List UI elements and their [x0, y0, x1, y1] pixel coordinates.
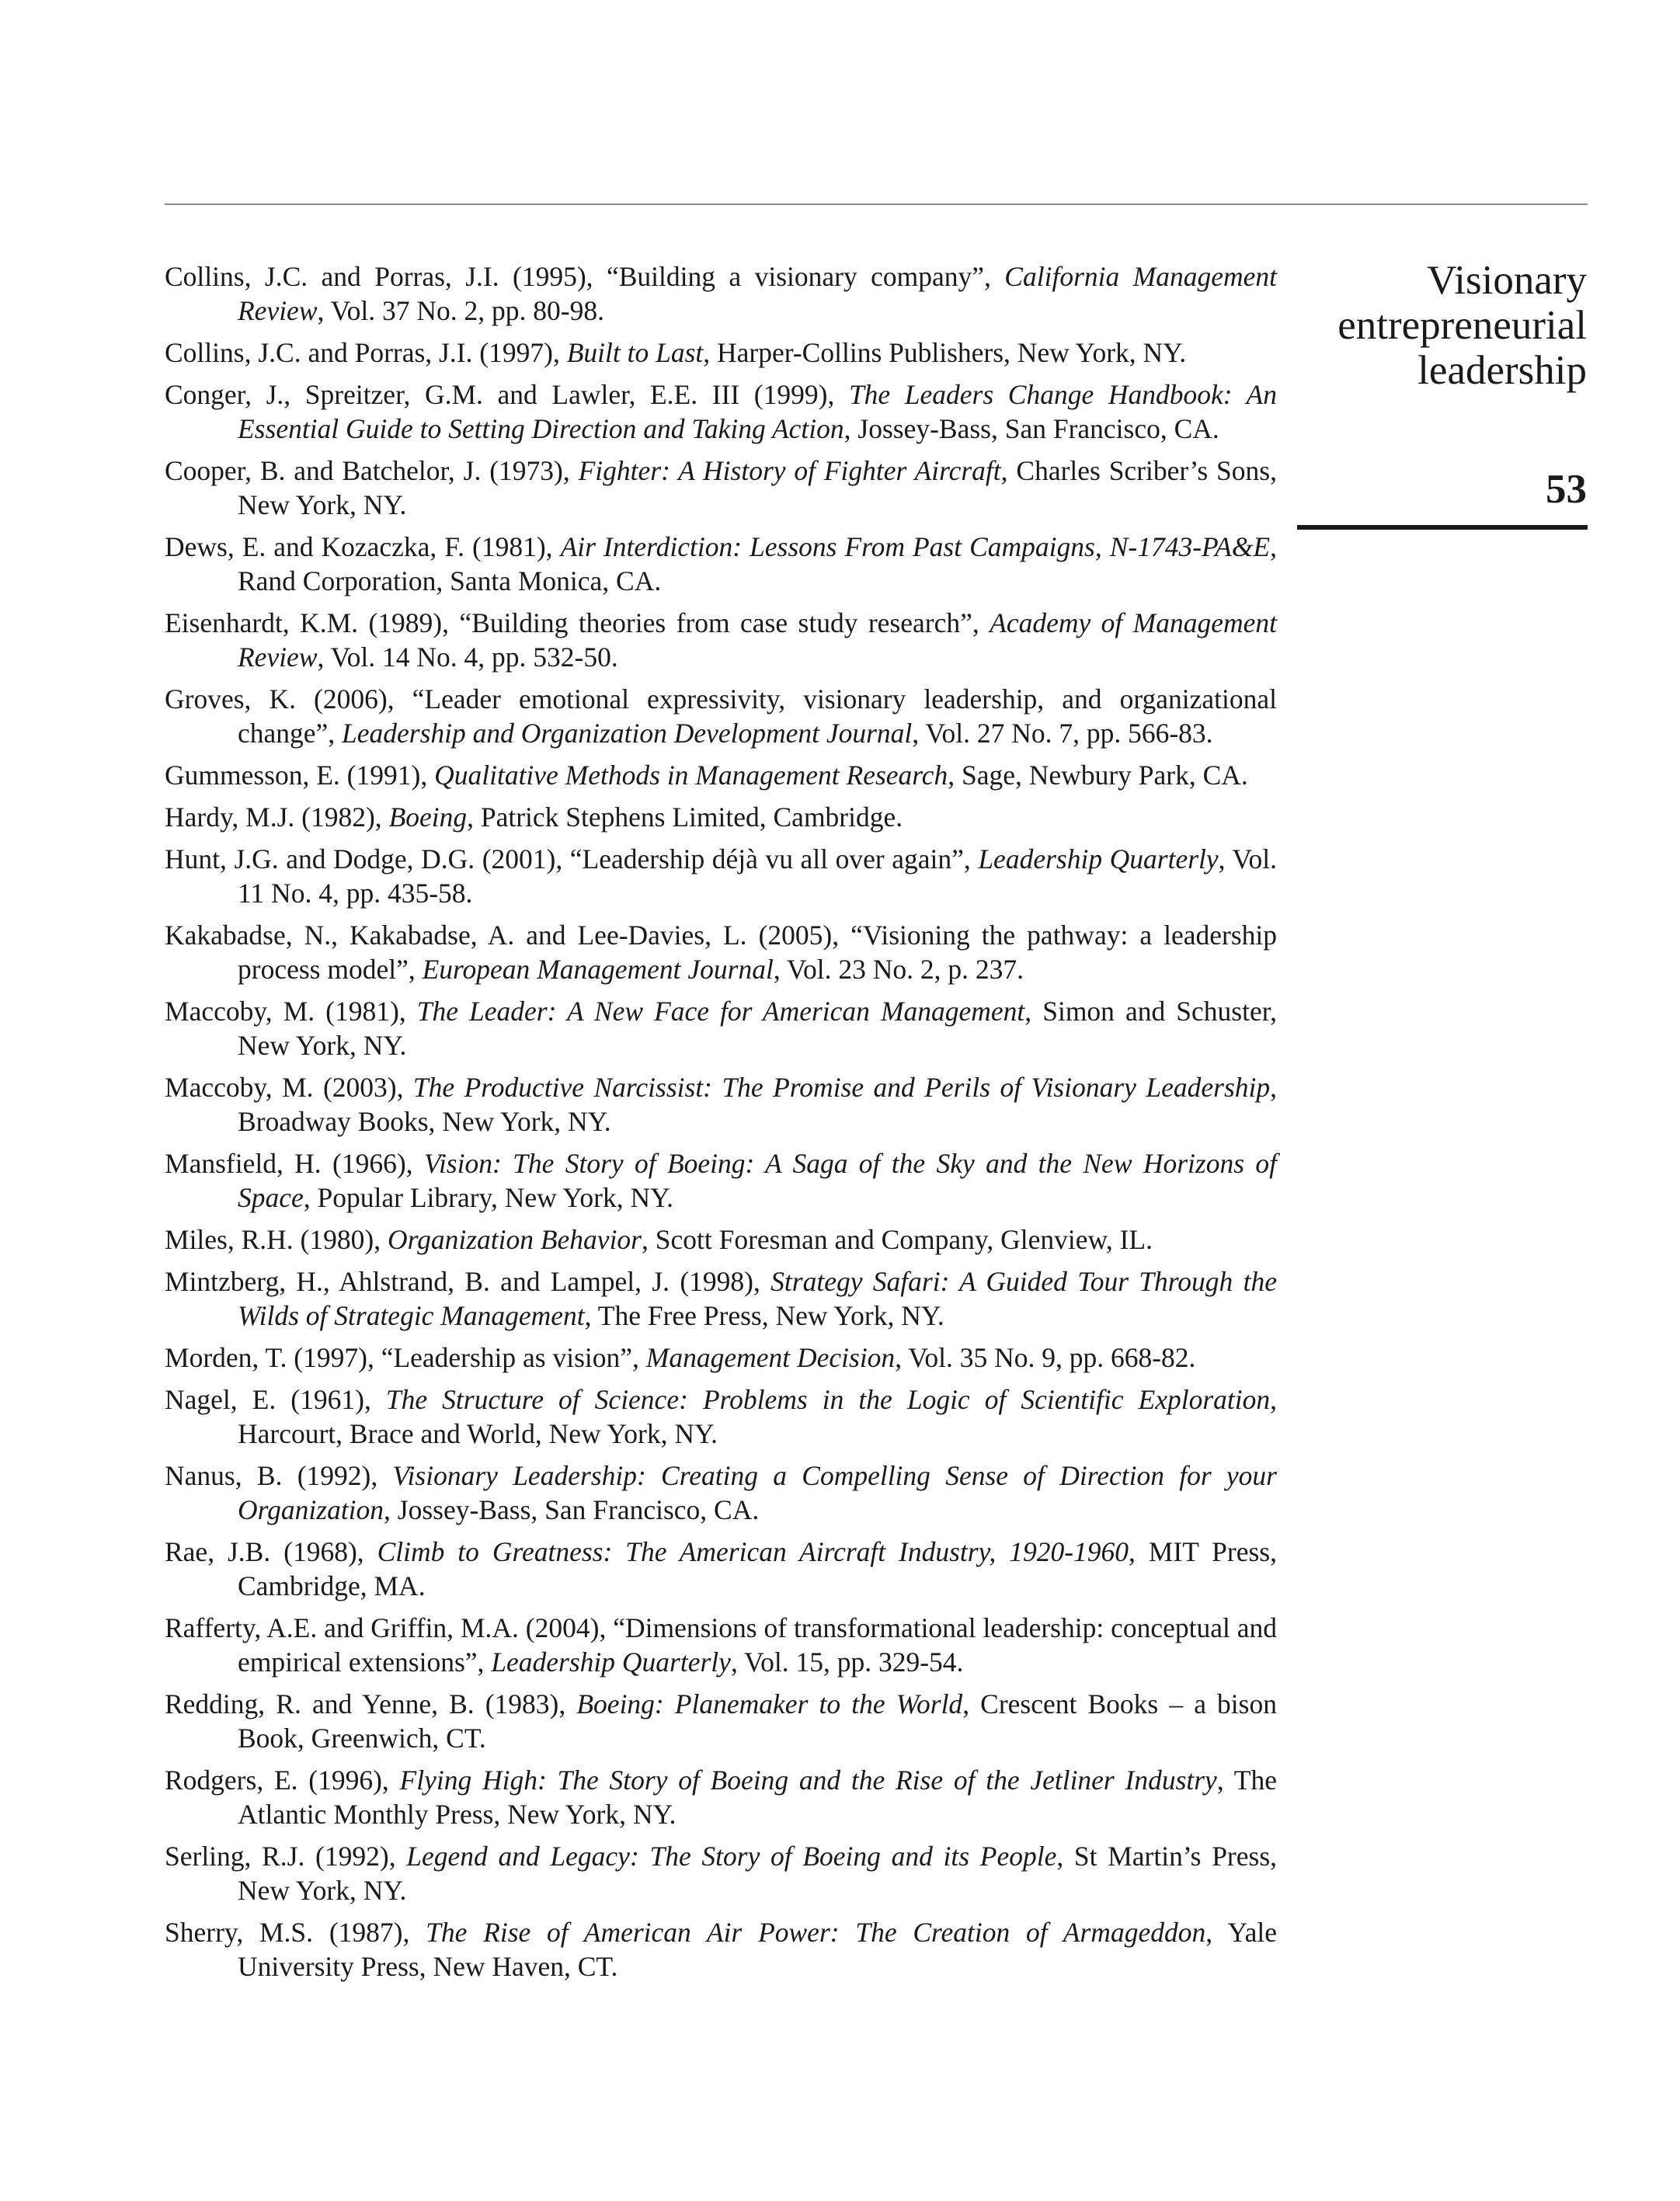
- reference-title: Boeing: Planemaker to the World: [576, 1688, 963, 1719]
- reference-entry: [165, 842, 1277, 910]
- reference-authors-year: Serling, R.J. (1992),: [165, 1841, 407, 1872]
- reference-title: Leadership Quarterly: [978, 843, 1219, 874]
- reference-authors-year: Hunt, J.G. and Dodge, D.G. (2001), “Leadership déjà vu all over again”,: [165, 843, 979, 874]
- reference-authors-year: Groves, K. (2006), “Leader emotional expressivity, visionary leadership, and organizational change”,: [165, 683, 1277, 749]
- reference-title: Organization Behavior: [387, 1224, 642, 1255]
- reference-publication-details: , Rand Corporation, Santa Monica, CA.: [238, 531, 1277, 596]
- page-number-rule: [1297, 525, 1588, 530]
- reference-entry: [165, 530, 1277, 598]
- reference-publication-details: , Simon and Schuster, New York, NY.: [238, 996, 1277, 1061]
- reference-title: European Management Journal: [422, 954, 774, 985]
- page-number: 53: [1546, 467, 1587, 512]
- reference-publication-details: , Vol. 37 No. 2, pp. 80-98.: [317, 295, 604, 326]
- reference-title: Academy of Management Review: [238, 607, 1277, 673]
- reference-list: [165, 259, 1277, 1991]
- reference-entry: [165, 1535, 1277, 1603]
- reference-authors-year: Morden, T. (1997), “Leadership as vision”,: [165, 1342, 646, 1373]
- reference-publication-details: , Vol. 15, pp. 329-54.: [730, 1646, 964, 1678]
- reference-publication-details: , Vol. 27 No. 7, pp. 566-83.: [912, 718, 1213, 749]
- reference-publication-details: , Harcourt, Brace and World, New York, NY.: [238, 1384, 1278, 1449]
- reference-entry: [165, 336, 1277, 370]
- reference-entry: [165, 1839, 1277, 1907]
- reference-authors-year: Rae, J.B. (1968),: [165, 1536, 377, 1567]
- reference-entry: [165, 606, 1277, 674]
- reference-publication-details: , Vol. 14 No. 4, pp. 532-50.: [317, 642, 618, 673]
- running-head-line-2: entrepreneurial: [1337, 303, 1587, 348]
- reference-publication-details: , Scott Foresman and Company, Glenview, IL.: [642, 1224, 1153, 1255]
- reference-title: Fighter: A History of Fighter Aircraft: [578, 455, 1001, 486]
- reference-entry: [165, 377, 1277, 446]
- reference-title: Boeing: [388, 801, 468, 833]
- reference-title: California Management Review: [238, 261, 1277, 326]
- reference-entry: [165, 800, 1277, 834]
- reference-entry: [165, 1264, 1277, 1333]
- reference-publication-details: , Harper-Collins Publishers, New York, NY.: [703, 337, 1187, 368]
- reference-authors-year: Gummesson, E. (1991),: [165, 760, 435, 791]
- reference-authors-year: Cooper, B. and Batchelor, J. (1973),: [165, 455, 579, 486]
- reference-title: The Leader: A New Face for American Management: [416, 996, 1025, 1027]
- reference-title: Legend and Legacy: The Story of Boeing and its People: [406, 1841, 1057, 1872]
- reference-authors-year: Miles, R.H. (1980),: [165, 1224, 388, 1255]
- reference-publication-details: , The Free Press, New York, NY.: [584, 1300, 944, 1331]
- reference-entry: [165, 918, 1277, 986]
- reference-publication-details: , Jossey-Bass, San Francisco, CA.: [843, 413, 1219, 444]
- reference-entry: [165, 259, 1277, 328]
- reference-authors-year: Maccoby, M. (1981),: [165, 996, 417, 1027]
- reference-publication-details: , Popular Library, New York, NY.: [303, 1182, 674, 1213]
- running-head-line-3: leadership: [1417, 348, 1587, 393]
- running-head: [1261, 258, 1587, 393]
- reference-title: The Rise of American Air Power: The Creation of Armageddon: [426, 1917, 1206, 1948]
- reference-authors-year: Conger, J., Spreitzer, G.M. and Lawler, E.E. III (1999),: [165, 379, 849, 410]
- reference-title: The Leaders Change Handbook: An Essential Guide to Setting Direction and Taking Action: [238, 379, 1277, 444]
- reference-authors-year: Collins, J.C. and Porras, J.I. (1995), “Building a visionary company”,: [165, 261, 1005, 292]
- reference-authors-year: Rafferty, A.E. and Griffin, M.A. (2004), “Dimensions of transformational leadership: conceptual and empirical extensions”,: [165, 1612, 1277, 1678]
- reference-authors-year: Nagel, E. (1961),: [165, 1384, 386, 1415]
- reference-entry: [165, 1611, 1277, 1679]
- reference-publication-details: , Yale University Press, New Haven, CT.: [238, 1917, 1277, 1982]
- reference-title: Air Interdiction: Lessons From Past Campaigns, N-1743-PA&E: [560, 531, 1271, 562]
- reference-title: Qualitative Methods in Management Research: [434, 760, 948, 791]
- reference-publication-details: , Jossey-Bass, San Francisco, CA.: [384, 1494, 760, 1525]
- reference-publication-details: , Vol. 35 No. 9, pp. 668-82.: [895, 1342, 1196, 1373]
- reference-authors-year: Maccoby, M. (2003),: [165, 1072, 413, 1103]
- reference-entry: [165, 1459, 1277, 1527]
- reference-entry: [165, 1340, 1277, 1375]
- reference-publication-details: , St Martin’s Press, New York, NY.: [238, 1841, 1278, 1906]
- reference-authors-year: Hardy, M.J. (1982),: [165, 801, 389, 833]
- reference-title: Leadership Quarterly: [491, 1646, 731, 1678]
- reference-title: Vision: The Story of Boeing: A Saga of the Sky and the New Horizons of Space: [238, 1148, 1277, 1213]
- running-head-line-1: Visionary: [1427, 258, 1587, 303]
- reference-authors-year: Sherry, M.S. (1987),: [165, 1917, 426, 1948]
- reference-authors-year: Dews, E. and Kozaczka, F. (1981),: [165, 531, 561, 562]
- reference-title: The Structure of Science: Problems in the Logic of Scientific Exploration: [385, 1384, 1271, 1415]
- reference-authors-year: Collins, J.C. and Porras, J.I. (1997),: [165, 337, 567, 368]
- reference-publication-details: , Broadway Books, New York, NY.: [238, 1072, 1277, 1137]
- reference-authors-year: Mansfield, H. (1966),: [165, 1148, 424, 1179]
- reference-title: The Productive Narcissist: The Promise and Perils of Visionary Leadership: [412, 1072, 1271, 1103]
- reference-authors-year: Eisenhardt, K.M. (1989), “Building theories from case study research”,: [165, 607, 990, 638]
- reference-authors-year: Mintzberg, H., Ahlstrand, B. and Lampel, J. (1998),: [165, 1266, 771, 1297]
- reference-publication-details: , Vol. 23 No. 2, p. 237.: [773, 954, 1024, 985]
- reference-entry: [165, 1763, 1277, 1831]
- reference-entry: [165, 682, 1277, 750]
- reference-entry: [165, 758, 1277, 792]
- reference-authors-year: Nanus, B. (1992),: [165, 1460, 393, 1491]
- top-rule: [165, 203, 1588, 205]
- reference-title: Leadership and Organization Development Journal: [342, 718, 913, 749]
- reference-publication-details: , Crescent Books – a bison Book, Greenwich, CT.: [238, 1688, 1277, 1754]
- reference-entry: [165, 1382, 1277, 1451]
- reference-title: Visionary Leadership: Creating a Compelling Sense of Direction for your Organization: [238, 1460, 1278, 1525]
- reference-entry: [165, 1222, 1277, 1257]
- reference-entry: [165, 994, 1277, 1062]
- reference-publication-details: , Vol. 11 No. 4, pp. 435-58.: [238, 843, 1277, 909]
- reference-authors-year: Redding, R. and Yenne, B. (1983),: [165, 1688, 577, 1719]
- reference-title: Management Decision: [645, 1342, 896, 1373]
- reference-publication-details: , Sage, Newbury Park, CA.: [948, 760, 1248, 791]
- reference-publication-details: , Charles Scriber’s Sons, New York, NY.: [238, 455, 1277, 520]
- reference-title: Climb to Greatness: The American Aircraft Industry, 1920-1960: [377, 1536, 1129, 1567]
- reference-publication-details: , The Atlantic Monthly Press, New York, NY.: [238, 1765, 1278, 1830]
- reference-authors-year: Kakabadse, N., Kakabadse, A. and Lee-Davies, L. (2005), “Visioning the pathway: a leadership process model”,: [165, 920, 1277, 985]
- reference-publication-details: , MIT Press, Cambridge, MA.: [238, 1536, 1277, 1601]
- reference-entry: [165, 1146, 1277, 1215]
- reference-title: Flying High: The Story of Boeing and the Rise of the Jetliner Industry: [399, 1765, 1217, 1796]
- reference-authors-year: Rodgers, E. (1996),: [165, 1765, 400, 1796]
- reference-title: Built to Last: [566, 337, 704, 368]
- reference-entry: [165, 1687, 1277, 1755]
- reference-entry: [165, 1915, 1277, 1984]
- reference-entry: [165, 454, 1277, 522]
- reference-title: Strategy Safari: A Guided Tour Through the Wilds of Strategic Management: [238, 1266, 1277, 1331]
- reference-publication-details: , Patrick Stephens Limited, Cambridge.: [467, 801, 903, 833]
- reference-entry: [165, 1070, 1277, 1139]
